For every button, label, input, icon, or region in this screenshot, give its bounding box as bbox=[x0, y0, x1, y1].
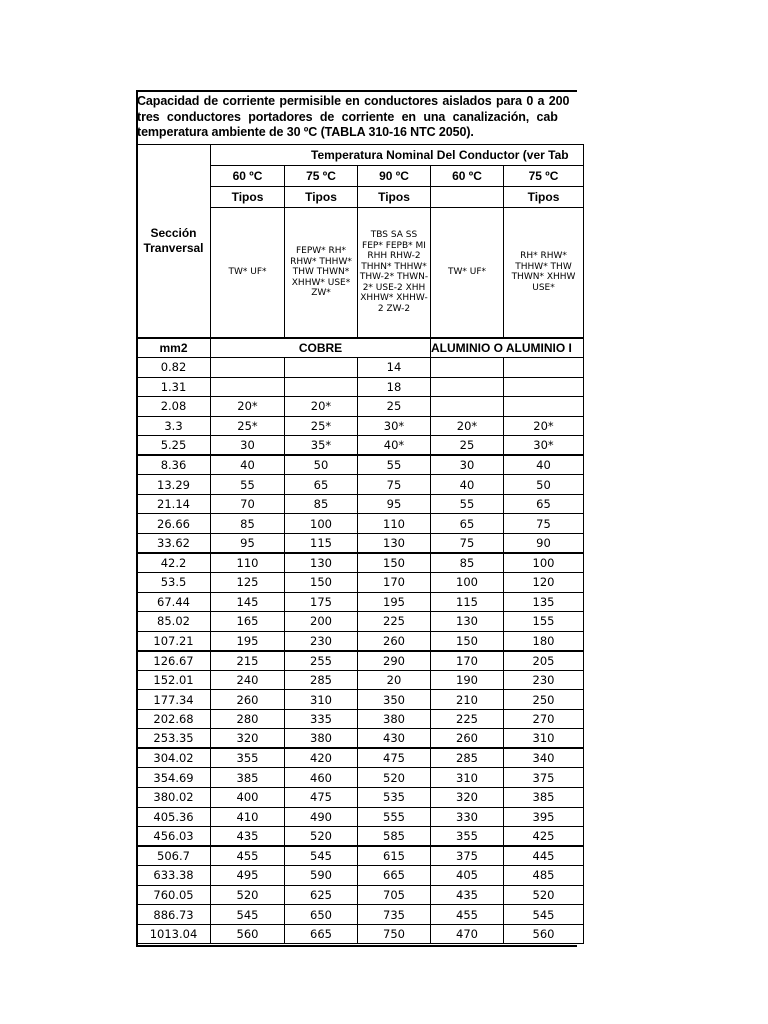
ampacity-value: 85 bbox=[431, 553, 504, 573]
ampacity-value: 85 bbox=[285, 494, 358, 514]
ampacity-table bbox=[136, 144, 584, 944]
ampacity-value: 735 bbox=[358, 905, 431, 925]
ampacity-value: 225 bbox=[358, 612, 431, 632]
tipos-75-al: Tipos bbox=[504, 187, 584, 208]
section-value: 405.36 bbox=[137, 807, 211, 827]
ampacity-value: 425 bbox=[504, 827, 584, 847]
seccion-header: Sección Tranversal bbox=[137, 145, 211, 338]
section-value: 886.73 bbox=[137, 905, 211, 925]
section-value: 126.67 bbox=[137, 651, 211, 671]
table-row bbox=[137, 612, 584, 632]
title-line-3: temperatura ambiente de 30 ºC (TABLA 310-16 NTC 2050). bbox=[137, 125, 474, 139]
ampacity-value: 25 bbox=[358, 397, 431, 417]
ampacity-value: 75 bbox=[431, 533, 504, 553]
table-row bbox=[137, 690, 584, 710]
ampacity-value: 155 bbox=[504, 612, 584, 632]
table-row bbox=[137, 358, 584, 378]
ampacity-value: 100 bbox=[431, 573, 504, 593]
ampacity-value: 110 bbox=[211, 553, 285, 573]
table-row bbox=[137, 670, 584, 690]
section-value: 177.34 bbox=[137, 690, 211, 710]
ampacity-value: 705 bbox=[358, 885, 431, 905]
table-row bbox=[137, 416, 584, 436]
ampacity-value: 55 bbox=[431, 494, 504, 514]
ampacity-value: 330 bbox=[431, 807, 504, 827]
ampacity-value: 75 bbox=[504, 514, 584, 534]
ampacity-value: 290 bbox=[358, 651, 431, 671]
ampacity-value: 110 bbox=[358, 514, 431, 534]
ampacity-value: 615 bbox=[358, 846, 431, 866]
types-60-al: TW* UF* bbox=[431, 208, 504, 338]
section-value: 760.05 bbox=[137, 885, 211, 905]
ampacity-value: 320 bbox=[431, 788, 504, 808]
ampacity-value: 355 bbox=[431, 827, 504, 847]
types-75-cu: FEPW* RH* RHW* THHW* THW THWN* XHHW* USE* ZW* bbox=[285, 208, 358, 338]
ampacity-value: 320 bbox=[211, 729, 285, 749]
ampacity-value: 250 bbox=[504, 690, 584, 710]
ampacity-value: 380 bbox=[285, 729, 358, 749]
ampacity-value: 95 bbox=[358, 494, 431, 514]
aluminio-label: ALUMINIO O ALUMINIO I bbox=[431, 338, 584, 358]
tipos-90-cu: Tipos bbox=[358, 187, 431, 208]
ampacity-value: 200 bbox=[285, 612, 358, 632]
section-value: 107.21 bbox=[137, 631, 211, 651]
ampacity-value: 90 bbox=[504, 533, 584, 553]
ampacity-value: 665 bbox=[358, 866, 431, 886]
ampacity-value: 65 bbox=[431, 514, 504, 534]
ampacity-value: 435 bbox=[211, 827, 285, 847]
ampacity-value: 40 bbox=[431, 475, 504, 495]
ampacity-value: 25* bbox=[211, 416, 285, 436]
table-row bbox=[137, 573, 584, 593]
table-row bbox=[137, 631, 584, 651]
ampacity-value: 30* bbox=[504, 436, 584, 456]
ampacity-value: 380 bbox=[358, 709, 431, 729]
table-row bbox=[137, 455, 584, 475]
ampacity-value: 445 bbox=[504, 846, 584, 866]
ampacity-value: 460 bbox=[285, 768, 358, 788]
table-row bbox=[137, 514, 584, 534]
table-title bbox=[137, 94, 577, 141]
temp-60-cu: 60 ºC bbox=[211, 166, 285, 187]
ampacity-value: 100 bbox=[504, 553, 584, 573]
ampacity-value: 55 bbox=[211, 475, 285, 495]
ampacity-value: 520 bbox=[358, 768, 431, 788]
ampacity-value: 400 bbox=[211, 788, 285, 808]
section-value: 5.25 bbox=[137, 436, 211, 456]
ampacity-value: 75 bbox=[358, 475, 431, 495]
ampacity-value: 395 bbox=[504, 807, 584, 827]
section-value: 42.2 bbox=[137, 553, 211, 573]
ampacity-value: 495 bbox=[211, 866, 285, 886]
ampacity-value: 625 bbox=[285, 885, 358, 905]
table-row bbox=[137, 846, 584, 866]
ampacity-value: 555 bbox=[358, 807, 431, 827]
section-value: 152.01 bbox=[137, 670, 211, 690]
title-line-1: Capacidad de corriente permisible en conductores aislados para 0 a 200 bbox=[137, 94, 570, 108]
ampacity-value: 150 bbox=[285, 573, 358, 593]
ampacity-value bbox=[285, 358, 358, 378]
ampacity-value: 20* bbox=[211, 397, 285, 417]
ampacity-value: 70 bbox=[211, 494, 285, 514]
ampacity-value: 475 bbox=[285, 788, 358, 808]
cobre-label: COBRE bbox=[211, 338, 431, 358]
ampacity-value: 385 bbox=[211, 768, 285, 788]
ampacity-value bbox=[211, 358, 285, 378]
section-value: 2.08 bbox=[137, 397, 211, 417]
ampacity-value: 95 bbox=[211, 533, 285, 553]
ampacity-value: 535 bbox=[358, 788, 431, 808]
ampacity-value: 205 bbox=[504, 651, 584, 671]
ampacity-value: 350 bbox=[358, 690, 431, 710]
ampacity-value: 180 bbox=[504, 631, 584, 651]
ampacity-value: 40 bbox=[504, 455, 584, 475]
table-row bbox=[137, 397, 584, 417]
ampacity-value: 355 bbox=[211, 748, 285, 768]
table-row bbox=[137, 436, 584, 456]
tipos-60-al bbox=[431, 187, 504, 208]
section-value: 354.69 bbox=[137, 768, 211, 788]
section-value: 33.62 bbox=[137, 533, 211, 553]
temp-60-al: 60 ºC bbox=[431, 166, 504, 187]
title-line-2: tres conductores portadores de corriente en una canalización, cab bbox=[137, 109, 558, 124]
table-row bbox=[137, 553, 584, 573]
tipos-60-cu: Tipos bbox=[211, 187, 285, 208]
ampacity-value: 25 bbox=[431, 436, 504, 456]
types-60-cu: TW* UF* bbox=[211, 208, 285, 338]
ampacity-value: 260 bbox=[431, 729, 504, 749]
ampacity-value: 20* bbox=[504, 416, 584, 436]
table-row bbox=[137, 866, 584, 886]
table-row bbox=[137, 475, 584, 495]
ampacity-value: 195 bbox=[358, 592, 431, 612]
section-value: 253.35 bbox=[137, 729, 211, 749]
temp-75-al: 75 ºC bbox=[504, 166, 584, 187]
ampacity-value: 55 bbox=[358, 455, 431, 475]
ampacity-value bbox=[431, 397, 504, 417]
ampacity-value: 310 bbox=[504, 729, 584, 749]
table-row bbox=[137, 905, 584, 925]
table-row bbox=[137, 533, 584, 553]
types-75-al: RH* RHW* THHW* THW THWN* XHHW USE* bbox=[504, 208, 584, 338]
ampacity-value: 405 bbox=[431, 866, 504, 886]
ampacity-value: 215 bbox=[211, 651, 285, 671]
ampacity-value: 455 bbox=[431, 905, 504, 925]
ampacity-value: 285 bbox=[431, 748, 504, 768]
table-row bbox=[137, 827, 584, 847]
ampacity-value bbox=[504, 397, 584, 417]
ampacity-value: 420 bbox=[285, 748, 358, 768]
table-row bbox=[137, 729, 584, 749]
ampacity-value: 115 bbox=[285, 533, 358, 553]
ampacity-value: 750 bbox=[358, 924, 431, 944]
ampacity-value: 285 bbox=[285, 670, 358, 690]
ampacity-value: 230 bbox=[285, 631, 358, 651]
table-row bbox=[137, 709, 584, 729]
section-value: 67.44 bbox=[137, 592, 211, 612]
section-value: 456.03 bbox=[137, 827, 211, 847]
ampacity-value: 590 bbox=[285, 866, 358, 886]
ampacity-value: 65 bbox=[504, 494, 584, 514]
ampacity-value: 520 bbox=[504, 885, 584, 905]
ampacity-value: 560 bbox=[211, 924, 285, 944]
ampacity-value: 435 bbox=[431, 885, 504, 905]
ampacity-value: 20 bbox=[358, 670, 431, 690]
ampacity-value: 340 bbox=[504, 748, 584, 768]
temp-75-cu: 75 ºC bbox=[285, 166, 358, 187]
ampacity-value: 230 bbox=[504, 670, 584, 690]
ampacity-value: 560 bbox=[504, 924, 584, 944]
ampacity-value: 260 bbox=[358, 631, 431, 651]
ampacity-value: 385 bbox=[504, 788, 584, 808]
ampacity-value: 20* bbox=[285, 397, 358, 417]
section-value: 13.29 bbox=[137, 475, 211, 495]
tipos-75-cu: Tipos bbox=[285, 187, 358, 208]
table-row bbox=[137, 748, 584, 768]
ampacity-value bbox=[431, 377, 504, 397]
ampacity-value: 520 bbox=[211, 885, 285, 905]
ampacity-value: 375 bbox=[504, 768, 584, 788]
ampacity-value: 190 bbox=[431, 670, 504, 690]
ampacity-value bbox=[431, 358, 504, 378]
ampacity-value bbox=[504, 358, 584, 378]
ampacity-value: 35* bbox=[285, 436, 358, 456]
ampacity-value: 545 bbox=[285, 846, 358, 866]
ampacity-value: 260 bbox=[211, 690, 285, 710]
ampacity-value: 375 bbox=[431, 846, 504, 866]
ampacity-value bbox=[211, 377, 285, 397]
table-row bbox=[137, 494, 584, 514]
section-value: 8.36 bbox=[137, 455, 211, 475]
ampacity-value: 195 bbox=[211, 631, 285, 651]
ampacity-value bbox=[504, 377, 584, 397]
ampacity-value: 270 bbox=[504, 709, 584, 729]
section-value: 1.31 bbox=[137, 377, 211, 397]
ampacity-value: 145 bbox=[211, 592, 285, 612]
ampacity-value: 85 bbox=[211, 514, 285, 534]
ampacity-value: 100 bbox=[285, 514, 358, 534]
ampacity-value: 520 bbox=[285, 827, 358, 847]
top-border bbox=[136, 90, 577, 92]
table-row bbox=[137, 651, 584, 671]
ampacity-value: 40 bbox=[211, 455, 285, 475]
ampacity-value: 125 bbox=[211, 573, 285, 593]
ampacity-value: 150 bbox=[431, 631, 504, 651]
section-value: 3.3 bbox=[137, 416, 211, 436]
ampacity-value: 170 bbox=[358, 573, 431, 593]
ampacity-value: 30* bbox=[358, 416, 431, 436]
ampacity-value: 545 bbox=[504, 905, 584, 925]
ampacity-value: 170 bbox=[431, 651, 504, 671]
ampacity-value: 135 bbox=[504, 592, 584, 612]
ampacity-value: 14 bbox=[358, 358, 431, 378]
section-value: 202.68 bbox=[137, 709, 211, 729]
section-value: 506.7 bbox=[137, 846, 211, 866]
ampacity-value: 40* bbox=[358, 436, 431, 456]
ampacity-value: 30 bbox=[431, 455, 504, 475]
table-row bbox=[137, 924, 584, 944]
ampacity-value: 65 bbox=[285, 475, 358, 495]
table-row bbox=[137, 885, 584, 905]
unit-mm2: mm2 bbox=[137, 338, 211, 358]
temp-90-cu: 90 ºC bbox=[358, 166, 431, 187]
ampacity-value: 430 bbox=[358, 729, 431, 749]
ampacity-value: 130 bbox=[431, 612, 504, 632]
ampacity-value: 545 bbox=[211, 905, 285, 925]
table-row bbox=[137, 377, 584, 397]
section-value: 304.02 bbox=[137, 748, 211, 768]
ampacity-value: 475 bbox=[358, 748, 431, 768]
table-row bbox=[137, 807, 584, 827]
ampacity-value: 455 bbox=[211, 846, 285, 866]
ampacity-value: 150 bbox=[358, 553, 431, 573]
ampacity-value: 650 bbox=[285, 905, 358, 925]
ampacity-value: 240 bbox=[211, 670, 285, 690]
ampacity-value: 30 bbox=[211, 436, 285, 456]
ampacity-value: 175 bbox=[285, 592, 358, 612]
table-row bbox=[137, 788, 584, 808]
section-value: 21.14 bbox=[137, 494, 211, 514]
ampacity-value: 50 bbox=[285, 455, 358, 475]
table-row bbox=[137, 768, 584, 788]
section-value: 26.66 bbox=[137, 514, 211, 534]
section-value: 53.5 bbox=[137, 573, 211, 593]
ampacity-value: 665 bbox=[285, 924, 358, 944]
ampacity-value bbox=[285, 377, 358, 397]
ampacity-value: 490 bbox=[285, 807, 358, 827]
ampacity-value: 165 bbox=[211, 612, 285, 632]
ampacity-value: 335 bbox=[285, 709, 358, 729]
section-value: 85.02 bbox=[137, 612, 211, 632]
ampacity-value: 25* bbox=[285, 416, 358, 436]
ampacity-value: 470 bbox=[431, 924, 504, 944]
ampacity-value: 120 bbox=[504, 573, 584, 593]
ampacity-value: 225 bbox=[431, 709, 504, 729]
ampacity-value: 410 bbox=[211, 807, 285, 827]
ampacity-value: 310 bbox=[431, 768, 504, 788]
ampacity-value: 130 bbox=[358, 533, 431, 553]
ampacity-value: 130 bbox=[285, 553, 358, 573]
ampacity-value: 115 bbox=[431, 592, 504, 612]
section-value: 0.82 bbox=[137, 358, 211, 378]
ampacity-value: 50 bbox=[504, 475, 584, 495]
types-90-cu: TBS SA SS FEP* FEPB* MI RHH RHW-2 THHN* THHW* THW-2* THWN-2* USE-2 XHH XHHW* XHHW-2 ZW-2 bbox=[358, 208, 431, 338]
section-value: 1013.04 bbox=[137, 924, 211, 944]
ampacity-value: 255 bbox=[285, 651, 358, 671]
ampacity-value: 485 bbox=[504, 866, 584, 886]
ampacity-value: 18 bbox=[358, 377, 431, 397]
ampacity-value: 210 bbox=[431, 690, 504, 710]
section-value: 633.38 bbox=[137, 866, 211, 886]
ampacity-value: 310 bbox=[285, 690, 358, 710]
ampacity-value: 20* bbox=[431, 416, 504, 436]
section-value: 380.02 bbox=[137, 788, 211, 808]
temp-nominal-header: Temperatura Nominal Del Conductor (ver Tab bbox=[211, 145, 584, 166]
bottom-border bbox=[136, 945, 577, 947]
ampacity-value: 280 bbox=[211, 709, 285, 729]
table-row bbox=[137, 592, 584, 612]
ampacity-value: 585 bbox=[358, 827, 431, 847]
